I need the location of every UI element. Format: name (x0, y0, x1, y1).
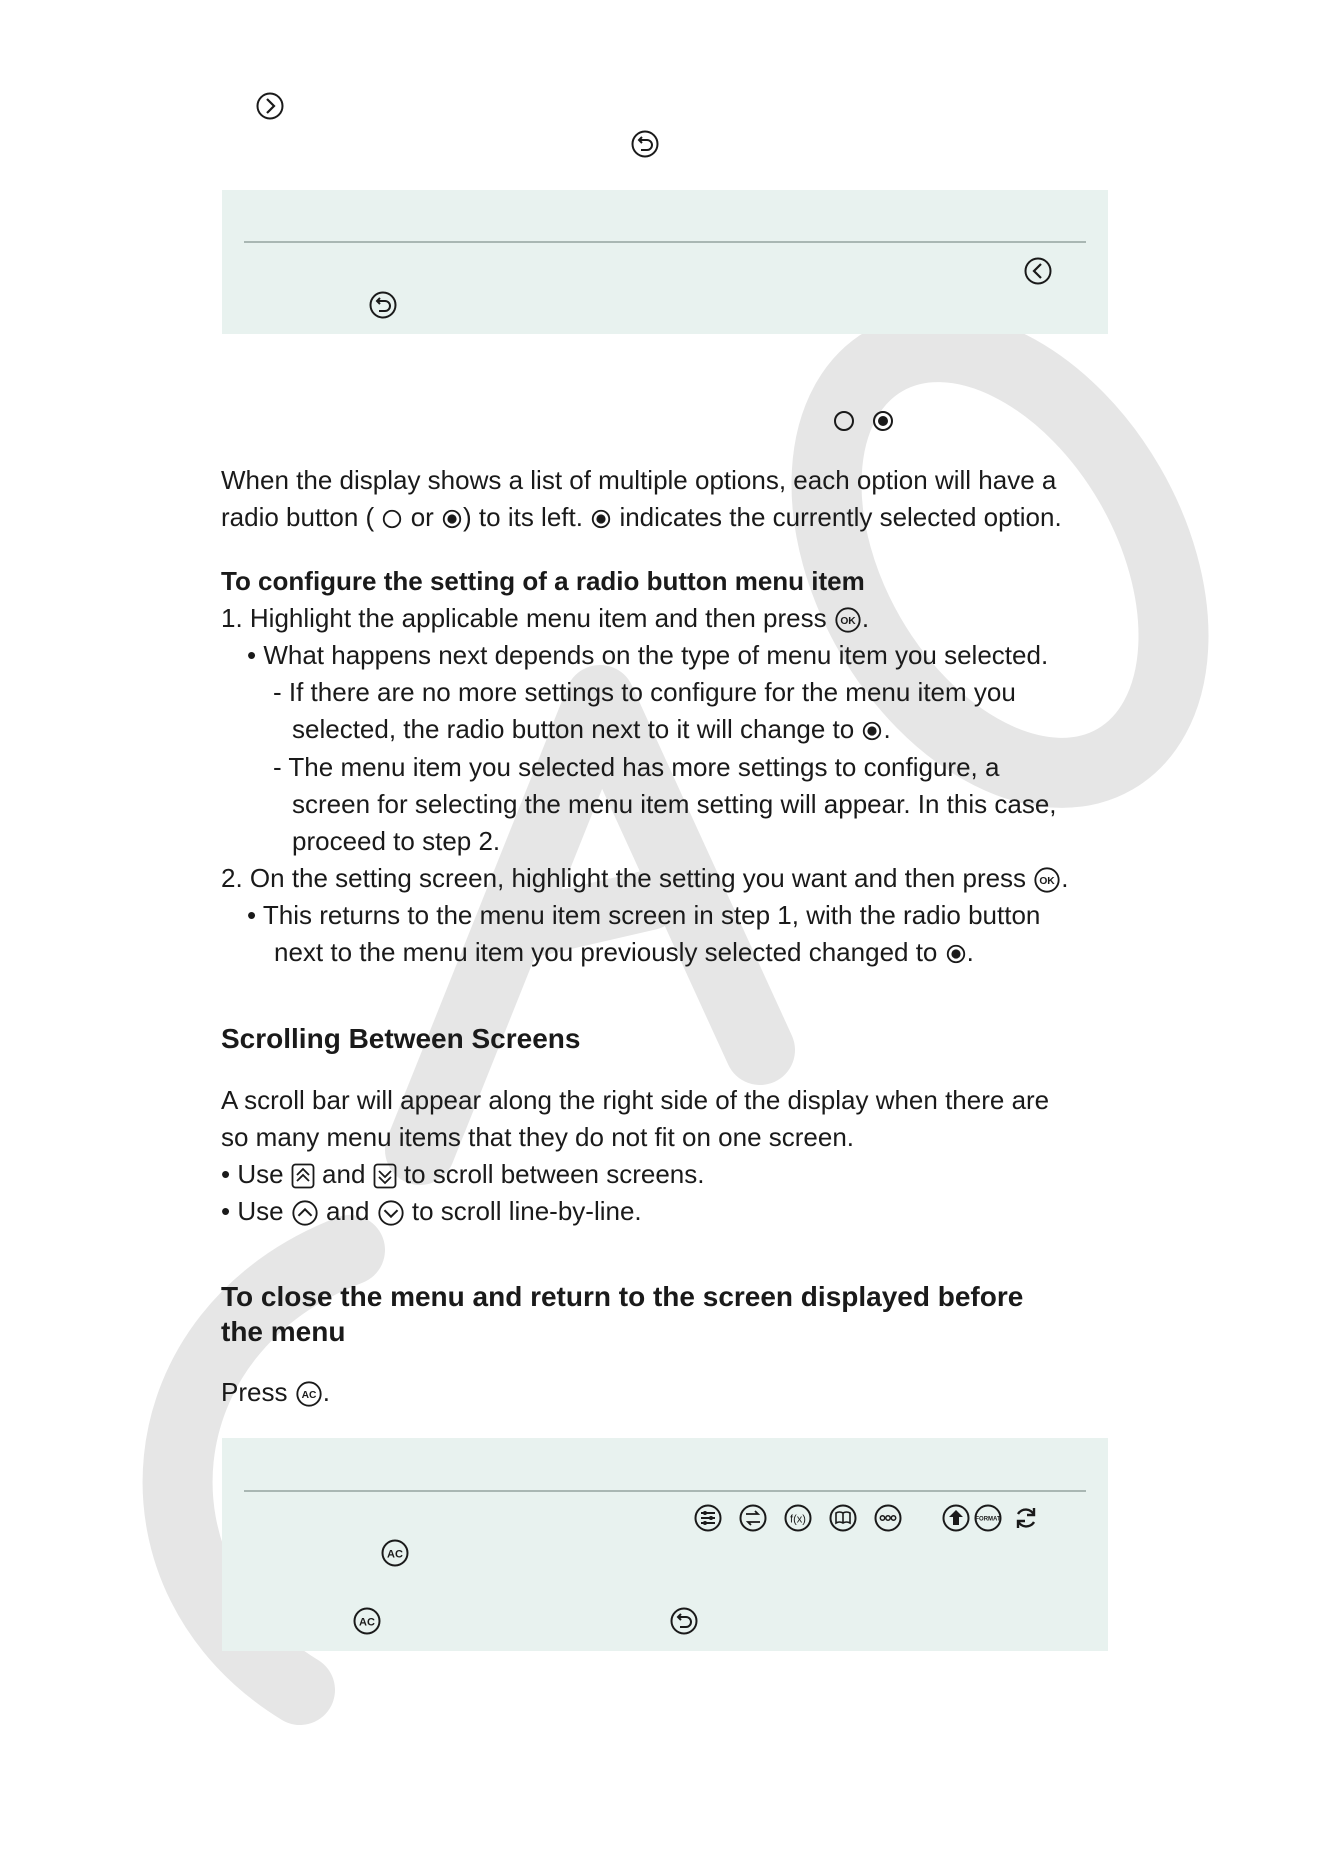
text: . (861, 603, 870, 633)
text: and (326, 1196, 370, 1226)
section-heading-cont: the menu (221, 1316, 346, 1347)
text: . (1061, 863, 1069, 893)
step-1-dash-1b (292, 714, 891, 744)
radio-selected-icon (945, 943, 967, 965)
scrolling-bullet-1 (221, 1159, 704, 1189)
text: to scroll line-by-line. (411, 1196, 642, 1226)
radio-selected-icon (861, 720, 883, 742)
text: . (883, 714, 891, 744)
step-1-dash-2b: screen for selecting the menu item setting will appear. In this case, (292, 789, 1057, 819)
svg-text:FORMAT: FORMAT (975, 1516, 1001, 1523)
format-key-icon (973, 1503, 1003, 1533)
radio-selected-icon (590, 508, 612, 530)
step-1-dash-2a: - The menu item you selected has more settings to configure, a (273, 752, 1000, 782)
text: selected, the radio button next to it will change to (292, 714, 855, 744)
refresh-icon (1011, 1503, 1041, 1533)
page-down-key-icon (373, 1163, 397, 1189)
text: or (410, 502, 434, 532)
scrolling-bullet-2 (221, 1196, 642, 1227)
text: and (322, 1159, 366, 1189)
text: Press (221, 1377, 288, 1407)
scrolling-p2: so many menu items that they do not fit on one screen. (221, 1122, 855, 1152)
note-box-2 (222, 1438, 1108, 1651)
step-1-dash-2c: proceed to step 2. (292, 826, 501, 856)
up-key-icon (291, 1199, 319, 1227)
shift-key-icon (941, 1503, 971, 1533)
note-divider (244, 241, 1086, 243)
ac-key-icon (380, 1538, 410, 1568)
text: radio button ( (221, 502, 375, 532)
svg-text:f(x): f(x) (790, 1513, 806, 1526)
step-2-bullet-b (274, 937, 974, 967)
ok-key-icon (834, 606, 862, 634)
text: indicates the currently selected option. (619, 502, 1062, 532)
settings-key-icon (693, 1503, 723, 1533)
svg-text:OK: OK (840, 616, 856, 628)
text: . (322, 1377, 330, 1407)
radio-unselected-icon (832, 409, 856, 433)
radio-selected-icon (871, 409, 895, 433)
text: 1. Highlight the applicable menu item and then press (221, 603, 827, 633)
svg-text:AC: AC (301, 1390, 317, 1402)
text: . (966, 937, 974, 967)
note-box-1 (222, 190, 1108, 334)
text: • Use (221, 1196, 284, 1226)
page-up-key-icon (291, 1163, 315, 1189)
catalog-key-icon (828, 1503, 858, 1533)
note-divider (244, 1490, 1086, 1492)
svg-text:AC: AC (359, 1616, 375, 1629)
press-ac-line (221, 1377, 330, 1408)
ok-key-icon (1033, 866, 1061, 894)
radio-selected-icon (441, 508, 463, 530)
back-key-icon (368, 290, 398, 320)
step-2 (221, 863, 1069, 894)
ac-key-icon (352, 1606, 382, 1636)
function-key-icon (783, 1503, 813, 1533)
step-2-bullet-a: • This returns to the menu item screen in step 1, with the radio button (247, 900, 1041, 930)
radio-unselected-icon (381, 508, 403, 530)
chevron-left-key-icon (1023, 256, 1053, 286)
radio-intro-line-2 (221, 502, 1062, 532)
section-heading: To close the menu and return to the screen displayed before (221, 1281, 1024, 1312)
ac-key-icon (295, 1380, 323, 1408)
tools-key-icon (873, 1503, 903, 1533)
down-key-icon (377, 1199, 405, 1227)
text: 2. On the setting screen, highlight the setting you want and then press (221, 863, 1027, 893)
back-key-icon (669, 1606, 699, 1636)
svg-text:AC: AC (387, 1548, 403, 1561)
text: • Use (221, 1159, 284, 1189)
text: to scroll between screens. (403, 1159, 705, 1189)
back-key-icon (630, 129, 660, 159)
step-1 (221, 603, 869, 634)
scrolling-p1: A scroll bar will appear along the right side of the display when there are (221, 1085, 1050, 1115)
section-title: To configure the setting of a radio button menu item (221, 566, 865, 596)
conversion-key-icon (738, 1503, 768, 1533)
text: next to the menu item you previously selected changed to (274, 937, 938, 967)
step-1-bullet: • What happens next depends on the type of menu item you selected. (247, 640, 1049, 670)
step-1-dash-1a: - If there are no more settings to configure for the menu item you (273, 677, 1016, 707)
section-heading: Scrolling Between Screens (221, 1023, 581, 1054)
radio-intro-line-1: When the display shows a list of multiple options, each option will have a (221, 465, 1057, 495)
text: ) to its left. (463, 502, 583, 532)
svg-text:OK: OK (1039, 876, 1055, 888)
chevron-right-key-icon (255, 91, 285, 121)
